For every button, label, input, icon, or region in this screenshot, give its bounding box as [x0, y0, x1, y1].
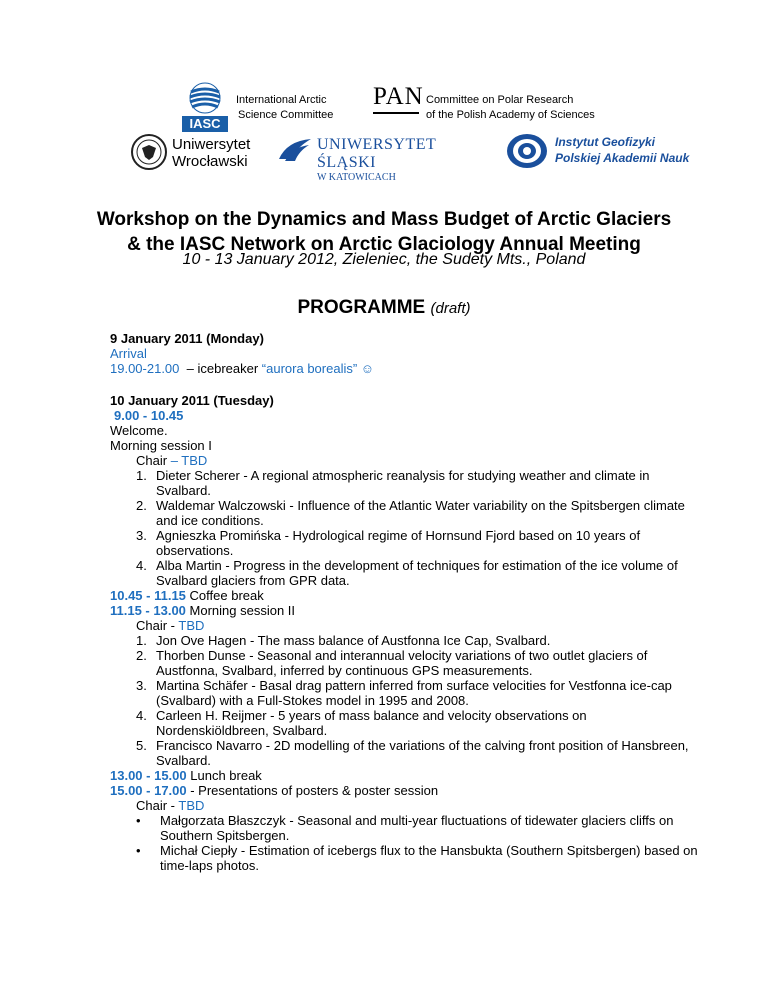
talk-text-continued: Svalbard. — [156, 753, 211, 768]
talk-text-continued: observations. — [156, 543, 234, 558]
bullet-icon: • — [136, 813, 141, 828]
iasc-label: IASC — [189, 116, 221, 131]
talk-item — [110, 528, 670, 543]
draft-note: (draft) — [430, 300, 471, 317]
talk-number: 3. — [136, 528, 147, 543]
pan-rule — [373, 112, 419, 114]
iasc-logo — [182, 82, 228, 132]
talk-number: 4. — [136, 558, 147, 573]
talk-text: Jon Ove Hagen - The mass balance of Austfonna Ice Cap, Svalbard. — [156, 633, 551, 648]
talk-item — [110, 738, 689, 753]
talk-item — [110, 648, 670, 663]
session-title: Morning session I — [110, 438, 212, 453]
day-heading: 9 January 2011 (Monday) — [110, 331, 264, 346]
talk-item — [110, 468, 670, 483]
talk-text-continued: Svalbard glaciers from GPR data. — [156, 573, 350, 588]
igf-name-2: Polskiej Akademii Nauk — [555, 151, 690, 165]
talk-number: 3. — [136, 678, 147, 693]
talk-text: Carleen H. Reijmer - 5 years of mass balance and velocity observations on — [156, 708, 587, 723]
igf-emblem-icon — [505, 132, 549, 170]
talk-item — [110, 558, 678, 573]
time-slot: 9.00 - 10.45 — [114, 408, 184, 423]
workshop-subtitle: 10 - 13 January 2012, Zieleniec, the Sudety Mts., Poland — [182, 251, 586, 268]
iasc-caption: International Arctic Science Committee — [236, 94, 334, 121]
programme-body — [110, 331, 698, 873]
chair-line: Chair - TBD — [136, 798, 205, 813]
igf-logo — [505, 132, 695, 172]
talk-item — [110, 708, 670, 723]
us-emblem-icon — [277, 137, 313, 163]
talk-list — [110, 468, 685, 588]
talk-number: 1. — [136, 633, 147, 648]
pan-caption: Committee on Polar Research of the Polish Academy of Sciences — [426, 94, 595, 121]
talk-number: 2. — [136, 498, 147, 513]
programme-heading: PROGRAMME (draft) — [297, 297, 471, 318]
uwr-name-1: Uniwersytet — [172, 136, 251, 153]
talk-number: 5. — [136, 738, 147, 753]
pan-logo — [373, 83, 424, 123]
talk-text-continued: (Svalbard) with a Full-Stokes model in 1995 and 2008. — [156, 693, 469, 708]
session2-line: 11.15 - 13.00 Morning session II — [110, 603, 296, 618]
igf-name-1: Instytut Geofizyki — [555, 135, 656, 149]
talk-text: Dieter Scherer - A regional atmospheric reanalysis for studying weather and climate in — [156, 468, 650, 483]
poster-item — [110, 813, 674, 828]
talk-text-continued: Svalbard. — [156, 483, 211, 498]
eagle-seal-icon — [130, 133, 168, 171]
talk-text-continued: Nordenskiöldbreen, Svalbard. — [156, 723, 328, 738]
pan-label: PAN — [373, 83, 424, 110]
day-heading: 10 January 2011 (Tuesday) — [110, 393, 274, 408]
talk-list — [110, 633, 689, 768]
icebreaker-line: 19.00-21.00 – icebreaker “aurora borealis” ☺ — [110, 361, 375, 376]
talk-number: 2. — [136, 648, 147, 663]
workshop-title: Workshop on the Dynamics and Mass Budget of Arctic Glaciers & the IASC Network on Arctic Glaciology Annual Meeting — [96, 209, 672, 255]
us-name-1: UNIWERSYTET ŚLĄSKI — [317, 136, 436, 171]
talk-item — [110, 678, 670, 693]
uwr-name-2: Wrocławski — [172, 153, 248, 170]
talk-text: Thorben Dunse - Seasonal and interannual velocity variations of two outlet glaciers of — [156, 648, 648, 663]
talk-text: Alba Martin - Progress in the development of techniques for estimation of the ice volume of — [156, 558, 678, 573]
talk-text: Michał Ciepły - Estimation of icebergs flux to the Hansbukta (Southern Spitsbergen) based on — [160, 843, 698, 858]
talk-text-continued: and ice conditions. — [156, 513, 264, 528]
poster-item — [110, 843, 698, 858]
us-logo — [277, 136, 497, 183]
bullet-icon: • — [136, 843, 141, 858]
poster-list — [110, 813, 698, 873]
talk-number: 1. — [136, 468, 147, 483]
talk-text-continued: Southern Spitsbergen. — [160, 828, 290, 843]
talk-text: Małgorzata Błaszczyk - Seasonal and multi-year fluctuations of tidewater glaciers cliffs on — [160, 813, 674, 828]
coffee-line: 10.45 - 11.15 Coffee break — [110, 588, 264, 603]
talk-item — [110, 633, 670, 648]
lunch-line: 13.00 - 15.00 Lunch break — [110, 768, 262, 783]
chair-line: Chair - TBD — [136, 618, 205, 633]
talk-text-continued: Austfonna, Svalbard, inferred by continuous GPS measurements. — [156, 663, 533, 678]
uwr-logo — [130, 133, 280, 173]
chair-line: Chair – TBD — [136, 453, 208, 468]
talk-item — [110, 498, 685, 513]
arrival-label: Arrival — [110, 346, 147, 361]
us-name-2: W KATOWICACH — [317, 172, 396, 183]
talk-text-continued: time-laps photos. — [160, 858, 259, 873]
talk-text: Martina Schäfer - Basal drag pattern inferred from surface velocities for Vestfonna ice-cap — [156, 678, 672, 693]
welcome-text: Welcome. — [110, 423, 168, 438]
talk-text: Agnieszka Promińska - Hydrological regime of Hornsund Fjord based on 10 years of — [156, 528, 641, 543]
talk-number: 4. — [136, 708, 147, 723]
talk-text: Francisco Navarro - 2D modelling of the variations of the calving front position of Hansbreen, — [156, 738, 689, 753]
talk-text: Waldemar Walczowski - Influence of the Atlantic Water variability on the Spitsbergen climate — [156, 498, 685, 513]
posters-line: 15.00 - 17.00 - Presentations of posters & poster session — [110, 783, 439, 798]
